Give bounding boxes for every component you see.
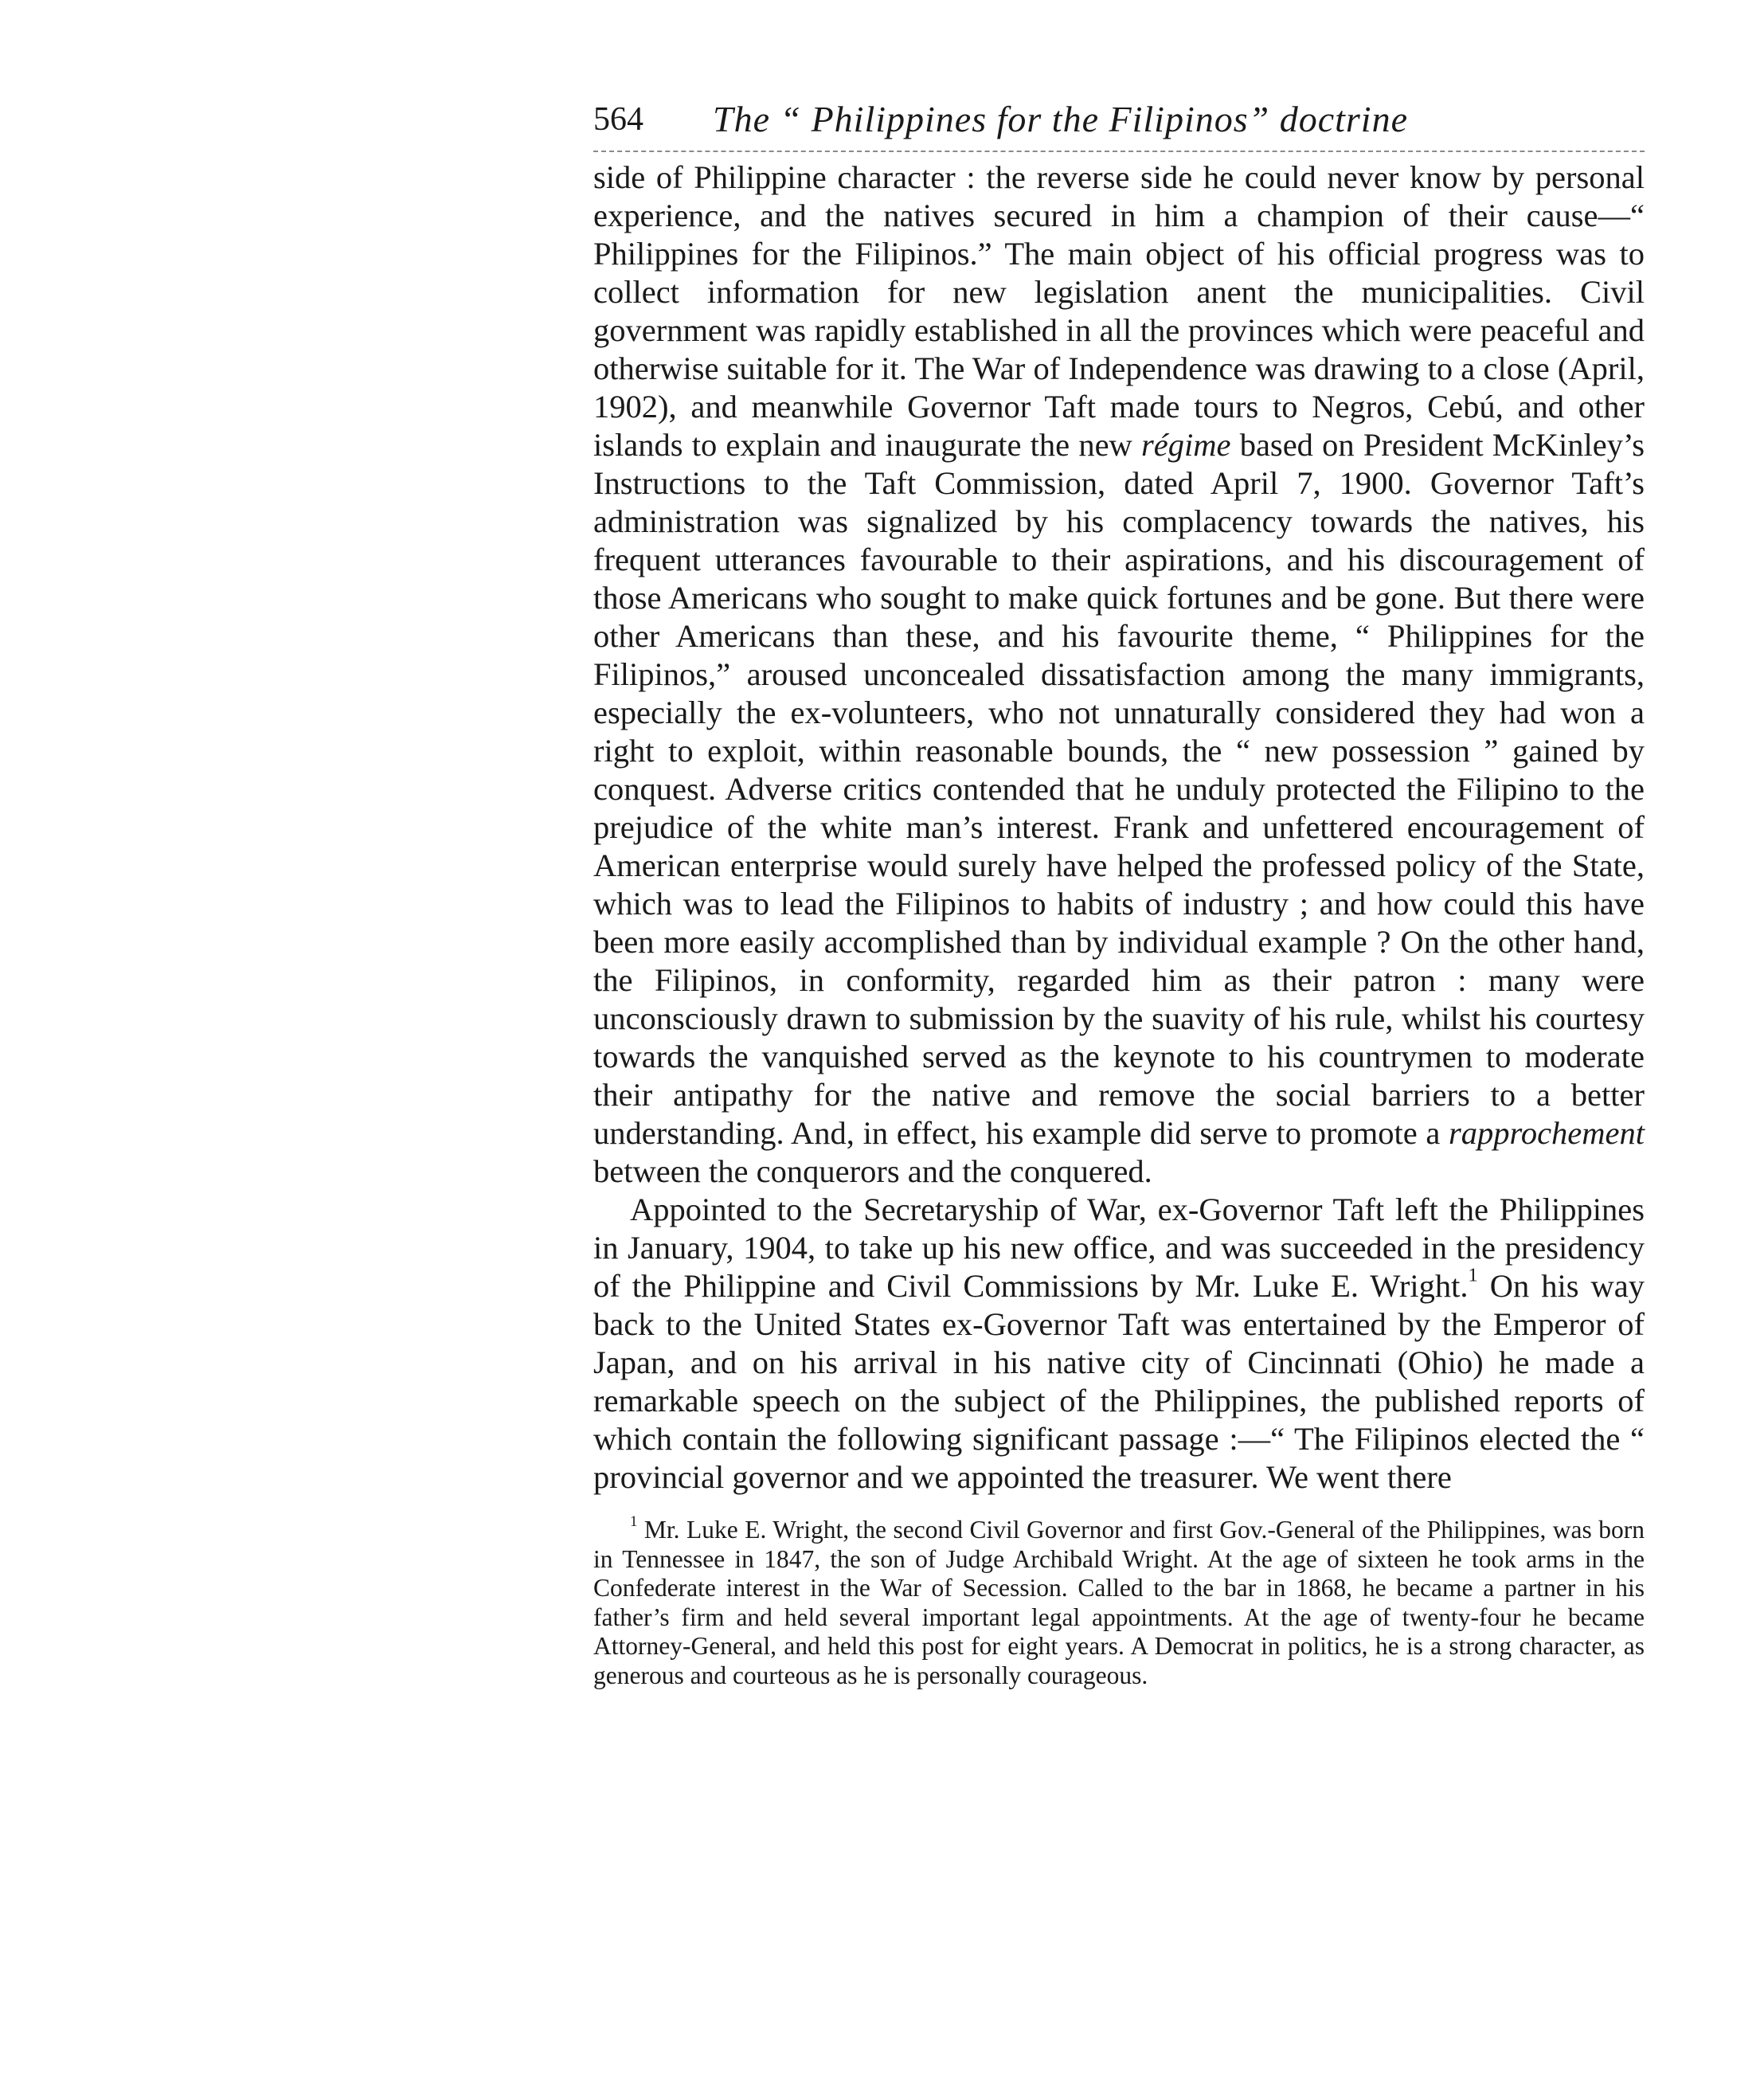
italic-regime: régime bbox=[1141, 427, 1231, 463]
paragraph-1-text-b: based on President McKinley’s Instructions to the Taft Commission, dated April 7, 1900. Governor Taft’s administration was signalized by his complacency towards the natives, his frequent utterances favourable to their aspirations, and his discouragement of those Americans who sought to make quick fortunes and be gone. But there were other Americans than these, and his favourite theme, “ Philippines for the Filipinos,” aroused unconcealed dissatisfaction among the many immigrants, especially the ex-volunteers, who not unnaturally considered they had won a right to exploit, within reasonable bounds, the “ new possession ” gained by conquest. Adverse critics contended that he unduly protected the Filipino to the prejudice of the white man’s interest. Frank and unfettered encouragement of American enterprise would surely have helped the professed policy of the State, which was to lead the Filipinos to habits of industry ; and how could this have been more easily accomplished than by individual example ? On the other hand, the Filipinos, in conformity, regarded him as their patron : many were unconsciously drawn to submission by the suavity of his rule, whilst his courtesy towards the vanquished served as the keynote to his countrymen to moderate their antipathy for the native and remove the social barriers to a better understanding. And, in effect, his example did serve to promote a bbox=[593, 427, 1645, 1151]
running-title: The “ Philippines for the Filipinos” doctrine bbox=[713, 99, 1408, 139]
running-head bbox=[593, 92, 1645, 147]
paragraph-2-text-a: Appointed to the Secretaryship of War, ex-Governor Taft left the Philippines in January, 1904, to take up his new office, and was succeeded in the presidency of the Philippine and Civil Commissions by Mr. Luke E. Wright. bbox=[593, 1192, 1645, 1304]
footnote-reference[interactable]: 1 bbox=[1468, 1264, 1478, 1286]
footnote-marker: 1 bbox=[630, 1512, 638, 1530]
paragraph-2-text-b: On his way back to the United States ex-Governor Taft was entertained by the Emperor of Japan, and on his arrival in his native city of Cincinnati (Ohio) he made a remarkable speech on the subject of the Philippines, the published reports of which contain the following significant passage :—“ The Filipinos elected the “ provincial governor and we appointed the treasurer. We went there bbox=[593, 1268, 1645, 1495]
paragraph-1-text-a: side of Philippine character : the reverse side he could never know by personal experience, and the natives secured in him a champion of their cause—“ Philippines for the Filipinos.” The main object of his official progress was to collect information for new legislation anent the municipalities. Civil government was rapidly established in all the provinces which were peaceful and otherwise suitable for it. The War of Independence was drawing to a close (April, 1902), and meanwhile Governor Taft made tours to Negros, Cebú, and other islands to explain and inaugurate the new bbox=[593, 159, 1645, 463]
body-text bbox=[593, 158, 1645, 1497]
paragraph-1 bbox=[593, 158, 1645, 1191]
italic-rapprochement: rapprochement bbox=[1449, 1115, 1645, 1151]
paragraph-1-text-c: between the conquerors and the conquered. bbox=[593, 1153, 1152, 1189]
header-rule bbox=[593, 151, 1645, 152]
page-number: 564 bbox=[593, 101, 643, 138]
footnote-text: Mr. Luke E. Wright, the second Civil Governor and first Gov.-General of the Philippines, was born in Tennessee in 1847, the son of Judge Archibald Wright. At the age of sixteen he took arms in the Confederate interest in the War of Secession. Called to the bar in 1868, he became a partner in his father’s firm and held several important legal appointments. At the age of twenty-four he became Attorney-General, and held this post for eight years. A Democrat in politics, he is a strong character, as generous and courteous as he is personally courageous. bbox=[593, 1516, 1645, 1689]
paragraph-2 bbox=[593, 1191, 1645, 1497]
book-page bbox=[593, 92, 1645, 1690]
footnotes bbox=[593, 1512, 1645, 1690]
footnote-1 bbox=[593, 1512, 1645, 1690]
